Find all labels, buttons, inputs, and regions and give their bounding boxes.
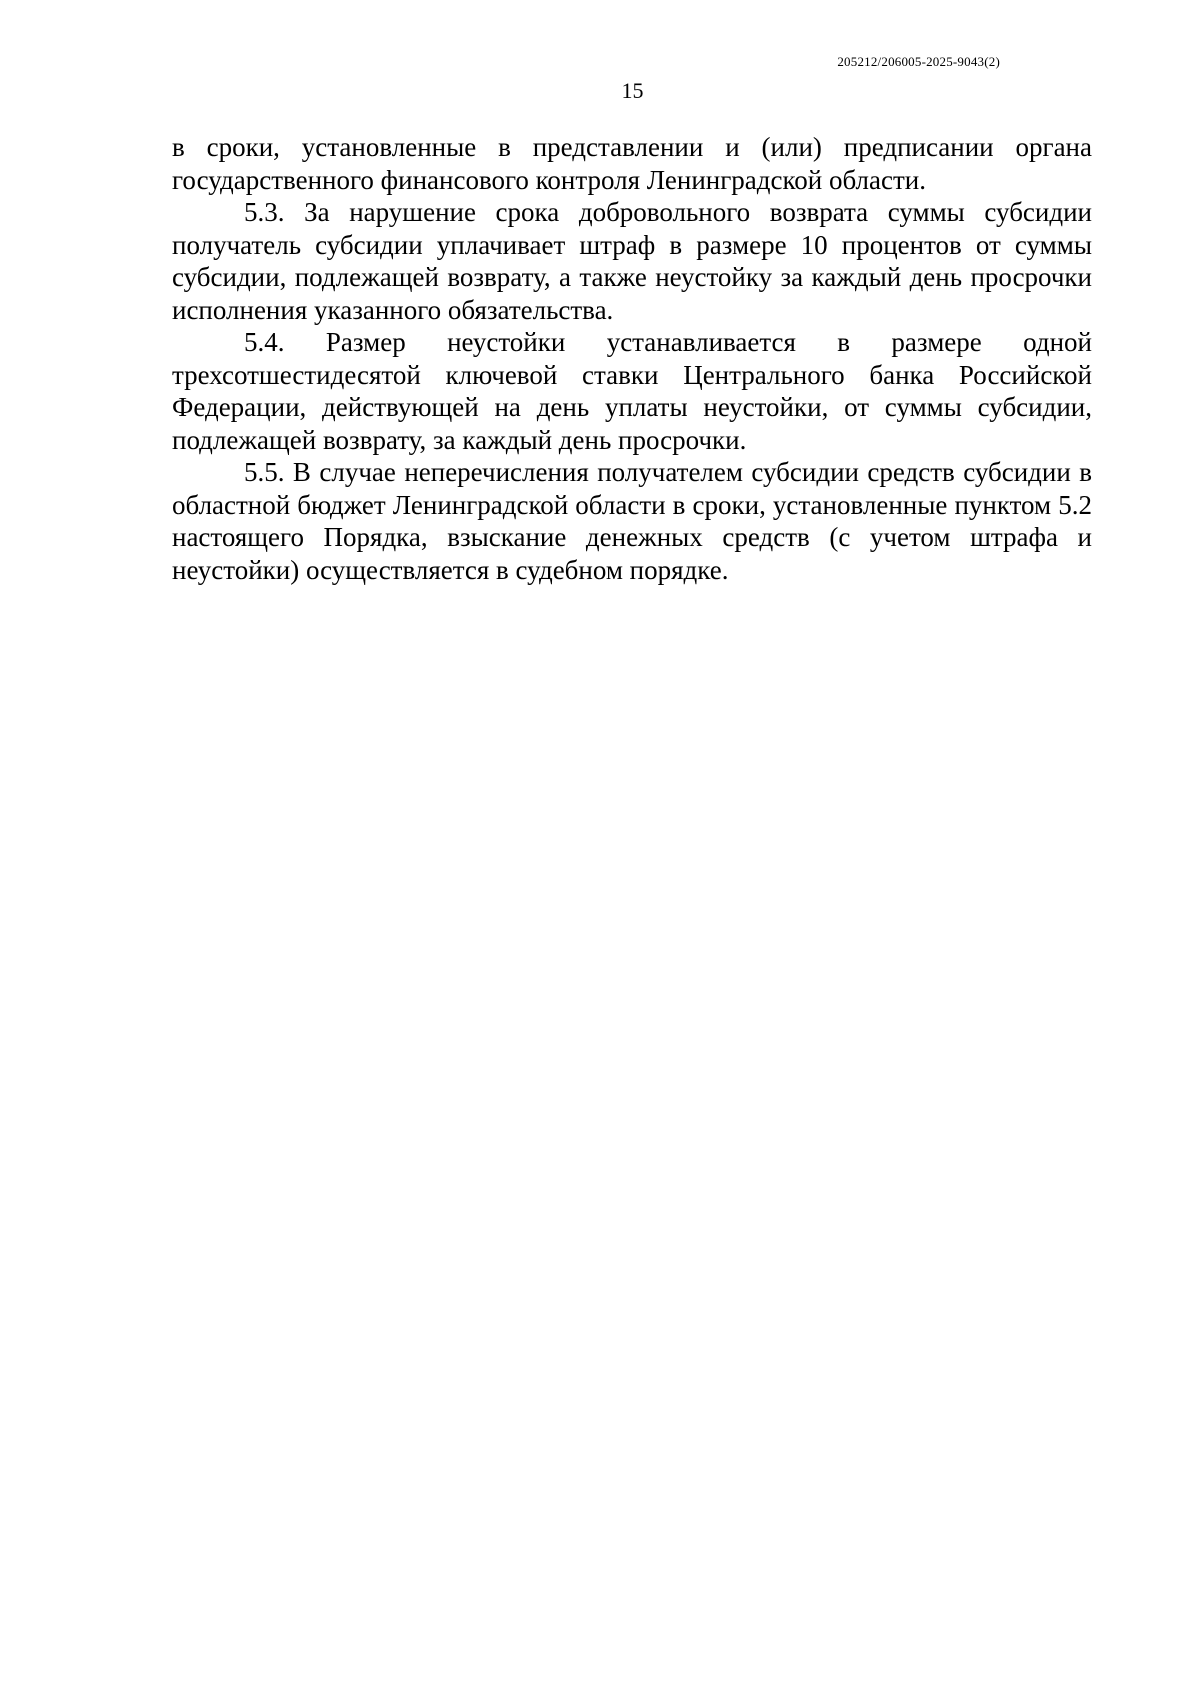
document-body (172, 131, 1092, 586)
paragraph-5-3: 5.3. За нарушение срока добровольного возврата суммы субсидии получатель субсидии уплачивает штраф в размере 10 процентов от суммы субсидии, подлежащей возврату, а также неустойку за каждый день просрочки исполнения указанного обязательства. (172, 197, 1092, 325)
paragraph-continuation: в сроки, установленные в представлении и (или) предписании органа государственного финансового контроля Ленинградской области. (172, 132, 1092, 195)
paragraph-5-4: 5.4. Размер неустойки устанавливается в размере одной трехсотшестидесятой ключевой ставки Центрального банка Российской Федерации, действующей на день уплаты неустойки, от суммы субсидии, подлежащей возврату, за каждый день просрочки. (172, 327, 1092, 455)
paragraph-5-5: 5.5. В случае неперечисления получателем субсидии средств субсидии в областной бюджет Ленинградской области в сроки, установленные пунктом 5.2 настоящего Порядка, взыскание денежных средств (с учетом штрафа и неустойки) осуществляется в судебном порядке. (172, 457, 1092, 585)
document-id: 205212/206005-2025-9043(2) (837, 54, 1000, 69)
page-number: 15 (621, 78, 644, 103)
